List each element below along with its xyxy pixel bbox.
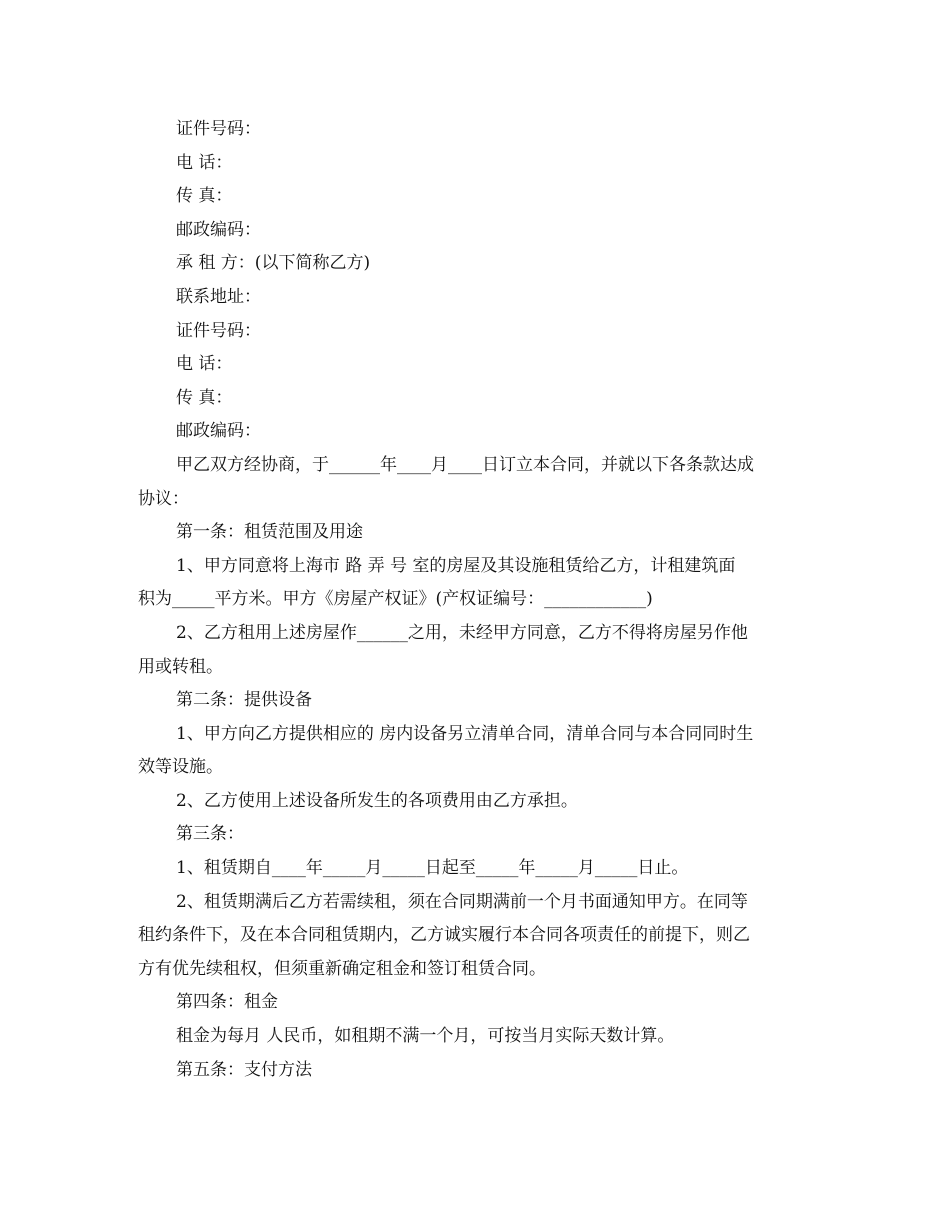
article-4-text: 租金为每月 人民币，如租期不满一个月，可按当月实际天数计算。 <box>176 1026 675 1047</box>
lessor-phone-label: 电 话： <box>176 152 233 173</box>
article-3-clause-2: 2、租赁期满后乙方若需续租，须在合同期满前一个月书面通知甲方。在同等 <box>176 891 748 912</box>
article-2-clause-1-cont: 效等设施。 <box>138 757 223 778</box>
lessor-postcode-label: 邮政编码： <box>176 219 261 240</box>
lessee-phone-label: 电 话： <box>176 354 233 375</box>
article-3-clause-1: 1、租赁期自____年_____月_____日起至_____年_____月_____日止。 <box>176 858 689 879</box>
article-3-clause-2-cont-2: 方有优先续租权，但须重新确定租金和签订租赁合同。 <box>138 958 546 979</box>
article-4-heading: 第四条：租金 <box>176 992 278 1013</box>
article-3-heading: 第三条： <box>176 824 244 845</box>
contract-body <box>138 113 814 1087</box>
lessee-postcode-label: 邮政编码： <box>176 421 261 442</box>
agreement-paragraph: 甲乙双方经协商，于______年____月____日订立本合同，并就以下各条款达成 <box>176 454 754 475</box>
article-2-heading: 第二条：提供设备 <box>176 690 312 711</box>
article-1-clause-2-cont: 用或转租。 <box>138 656 223 677</box>
article-1-clause-1: 1、甲方同意将上海市 路 弄 号 室的房屋及其设施租赁给乙方，计租建筑面 <box>176 555 736 576</box>
article-2-clause-2: 2、乙方使用上述设备所发生的各项费用由乙方承担。 <box>176 790 578 811</box>
lessee-id-number-label: 证件号码： <box>176 320 261 341</box>
lessor-id-number-label: 证件号码： <box>176 119 261 139</box>
lessee-address-label: 联系地址： <box>176 286 261 307</box>
article-1-heading: 第一条：租赁范围及用途 <box>176 522 363 543</box>
article-5-heading: 第五条：支付方法 <box>176 1059 312 1080</box>
lessee-fax-label: 传 真： <box>176 387 233 408</box>
article-3-clause-2-cont-1: 租约条件下，及在本合同租赁期内，乙方诚实履行本合同各项责任的前提下，则乙 <box>138 925 750 946</box>
article-1-clause-1-cont: 积为_____平方米。甲方《房屋产权证》(产权证编号：____________) <box>138 589 653 610</box>
article-2-clause-1: 1、甲方向乙方提供相应的 房内设备另立清单合同，清单合同与本合同同时生 <box>176 723 754 744</box>
agreement-paragraph-cont: 协议： <box>138 488 189 509</box>
lessor-fax-label: 传 真： <box>176 186 233 207</box>
article-1-clause-2: 2、乙方租用上述房屋作______之用，未经甲方同意，乙方不得将房屋另作他 <box>176 622 748 643</box>
lessee-heading: 承 租 方：(以下简称乙方) <box>176 253 371 274</box>
